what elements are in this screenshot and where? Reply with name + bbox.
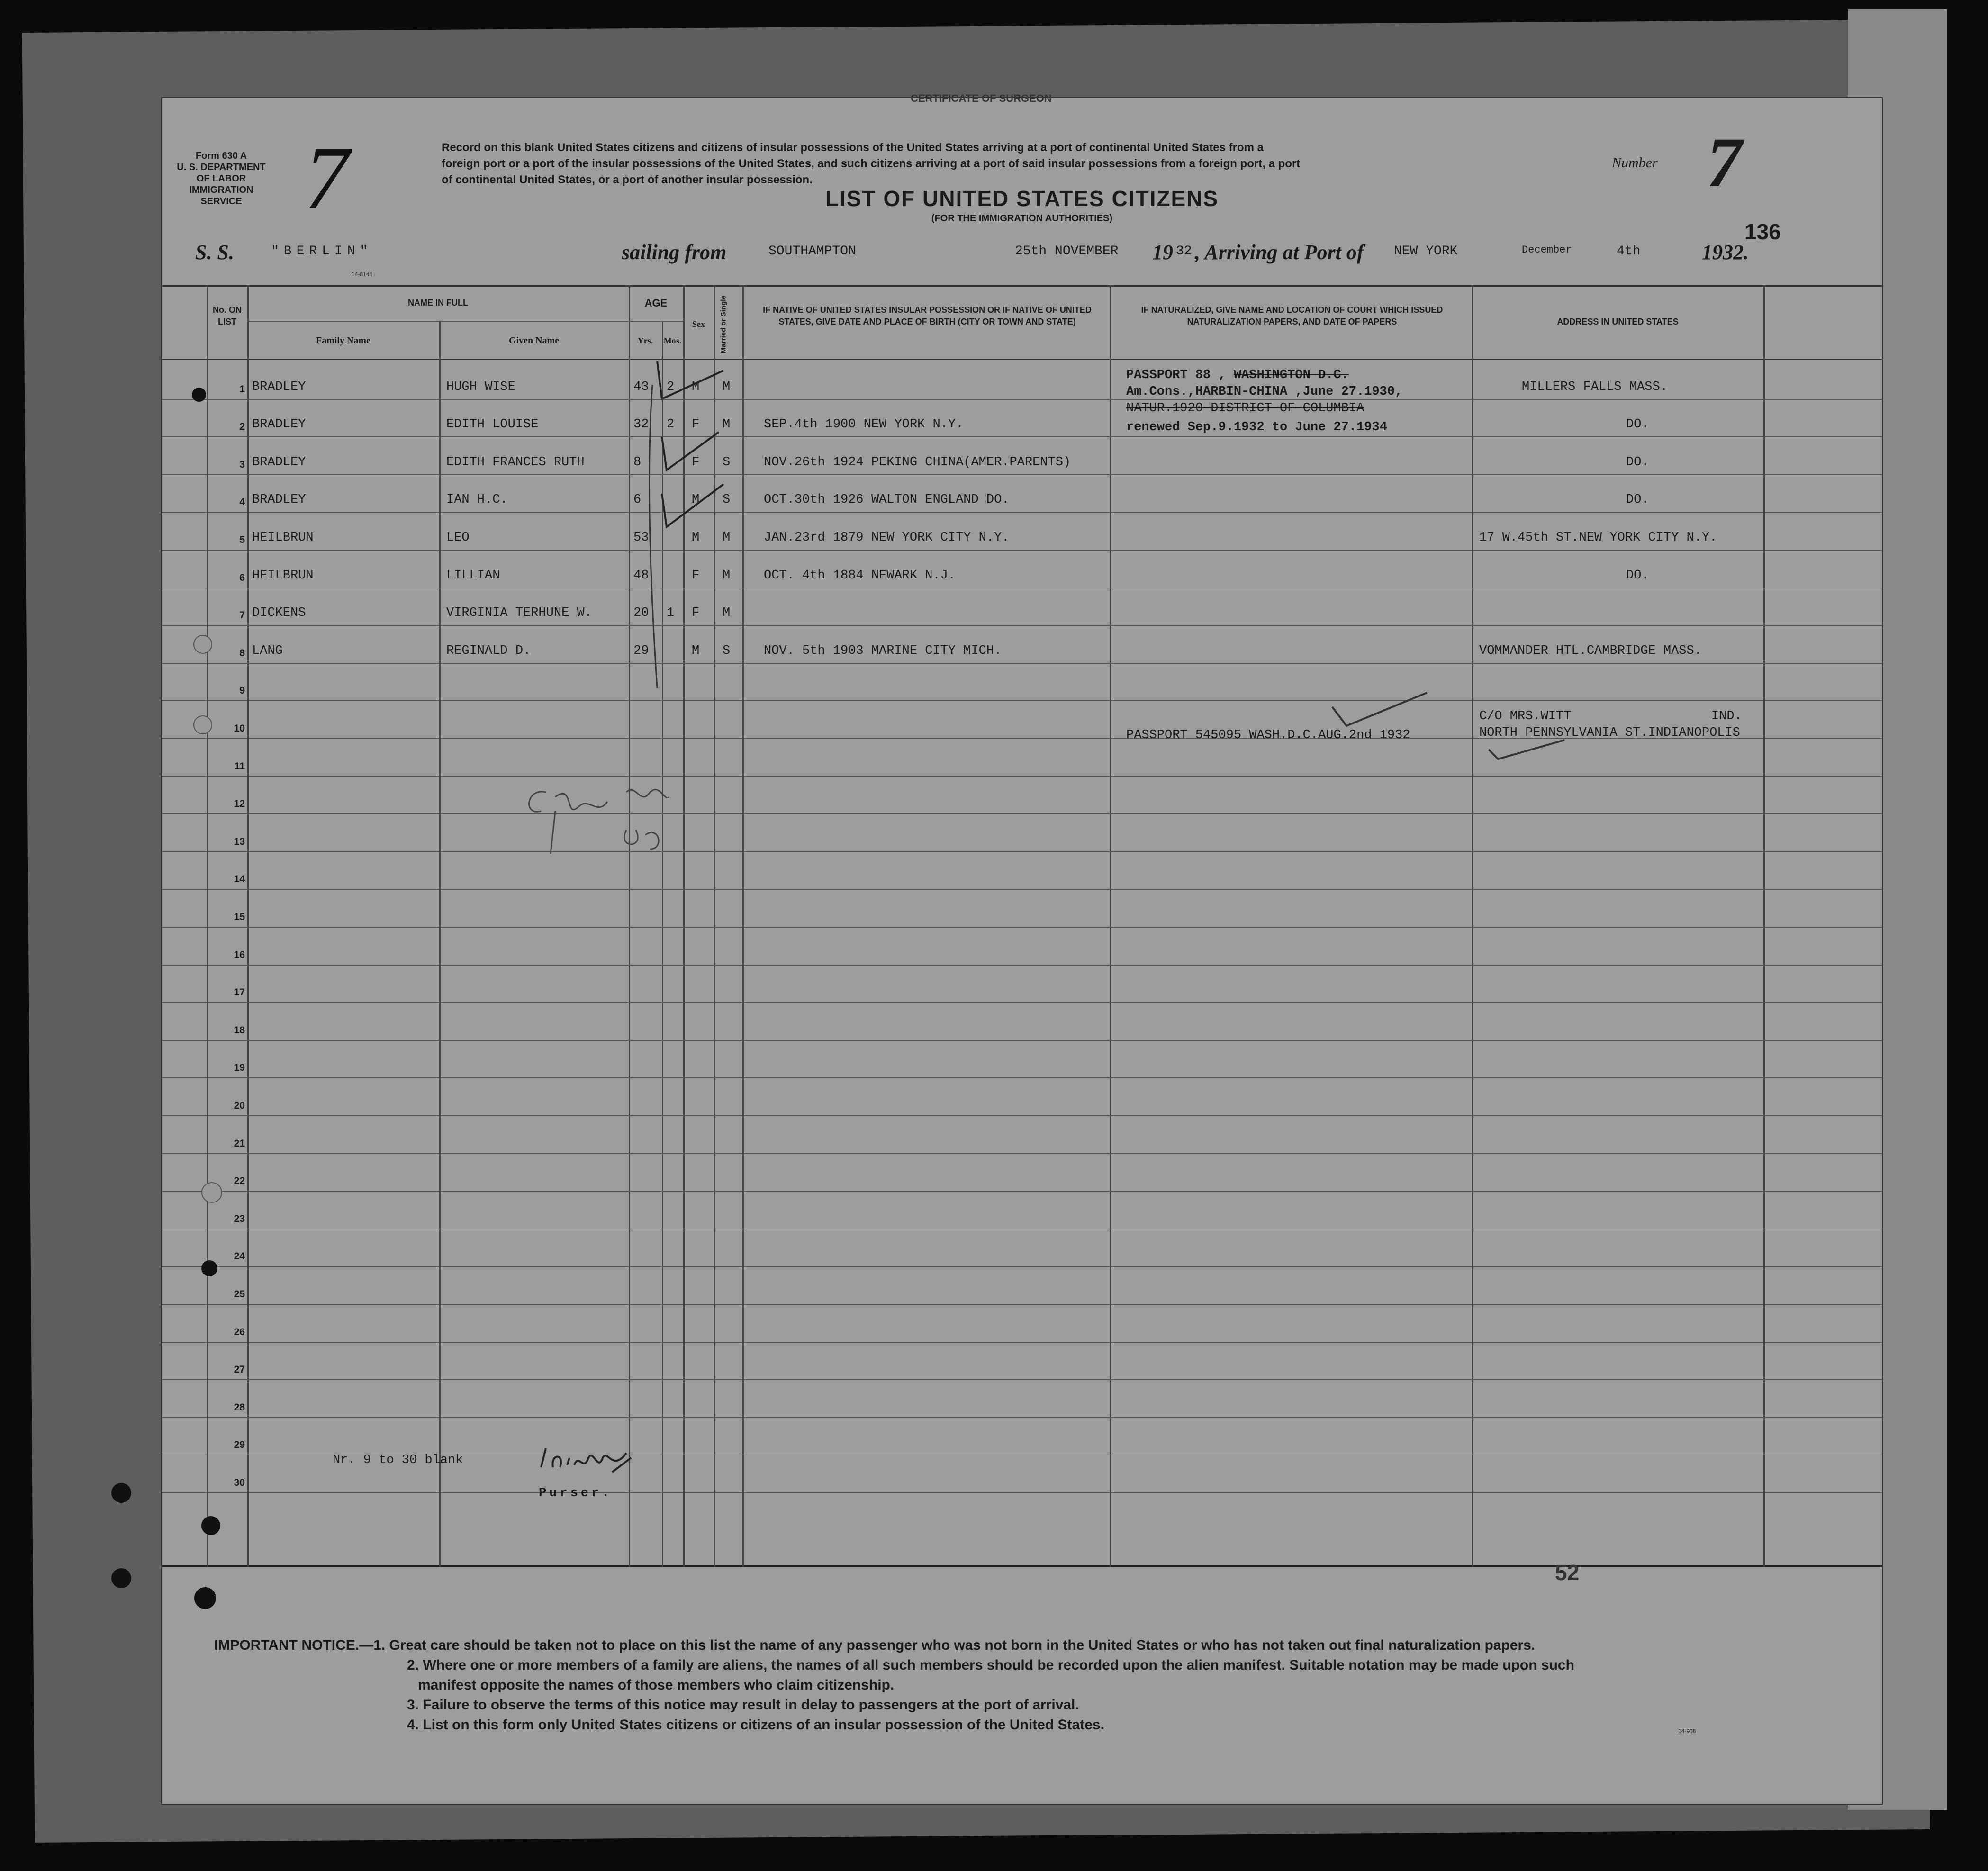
arrival-port: NEW YORK (1394, 244, 1458, 259)
row-rule (162, 436, 1882, 437)
family-name-cell: BRADLEY (252, 380, 306, 394)
nat-row7-passport: PASSPORT 545095 WASH.D.C.AUG.2nd 1932 (1126, 728, 1410, 742)
row-number: 4 (239, 497, 245, 507)
row-rule (162, 1342, 1882, 1343)
row-rule (162, 1266, 1882, 1267)
row-rule (162, 1417, 1882, 1418)
col-no: No. ON LIST (213, 305, 242, 326)
manifest-table (162, 285, 1882, 1585)
address-checkmark (1484, 735, 1569, 764)
handwritten-initials (517, 778, 674, 873)
purser-label: Purser. (539, 1486, 613, 1500)
checkmarks (629, 356, 742, 688)
arrival-day: 4th (1617, 244, 1641, 259)
given-name-cell: LILLIAN (446, 569, 500, 583)
row-number: 28 (234, 1402, 245, 1413)
row-number: 22 (234, 1175, 245, 1186)
notice-item-4: 4. List on this form only United States citizens or citizens of an insular possession of the United States. (407, 1717, 1104, 1733)
depart-year: 32 (1176, 244, 1192, 259)
row-rule (162, 1153, 1882, 1154)
given-name-cell: EDITH FRANCES RUTH (446, 455, 585, 470)
address-cell: DO. (1626, 417, 1649, 432)
row-number: 14 (234, 874, 245, 885)
age-months-cell: 1 (667, 606, 675, 620)
signature-icon (541, 1448, 631, 1472)
row-rule (162, 776, 1882, 777)
marital-status-cell: M (723, 380, 731, 394)
address-row7-line2: NORTH PENNSYLVANIA ST.INDIANOPOLIS (1479, 726, 1740, 740)
row-number: 27 (234, 1364, 245, 1375)
row-rule (162, 399, 1882, 400)
row-number: 10 (234, 723, 245, 734)
binder-hole-icon (111, 1483, 131, 1503)
family-name-cell: LANG (252, 644, 283, 658)
address-cell: DO. (1626, 569, 1649, 583)
family-name-cell: BRADLEY (252, 417, 306, 432)
family-name-cell: HEILBRUN (252, 569, 314, 583)
marital-status-cell: S (723, 455, 731, 470)
purser-signature (532, 1439, 641, 1491)
signature-scribble-icon (529, 792, 607, 812)
sex-cell: F (692, 417, 700, 432)
row-rule (162, 1077, 1882, 1078)
nat-row1-struck-natur: NATUR.1920 DISTRICT OF COLUMBIA (1126, 401, 1364, 416)
row-number: 26 (234, 1327, 245, 1338)
row-rule (162, 625, 1882, 626)
row-number: 7 (239, 610, 245, 621)
stamp-number: 52 (1555, 1560, 1580, 1585)
notice-heading: IMPORTANT NOTICE.— (214, 1637, 374, 1653)
family-name-cell: BRADLEY (252, 455, 306, 470)
sex-cell: F (692, 455, 700, 470)
top-stamp: CERTIFICATE OF SURGEON (911, 92, 1052, 104)
birth-cell: NOV. 5th 1903 MARINE CITY MICH. (764, 644, 1002, 658)
row-rule (162, 474, 1882, 475)
row-number: 17 (234, 987, 245, 998)
given-name-cell: REGINALD D. (446, 644, 531, 658)
sailing-from: SOUTHAMPTON (768, 244, 856, 259)
address-row7-line1: C/O MRS.WITT (1479, 709, 1572, 723)
department-name: U. S. DEPARTMENT OF LABOR (177, 162, 266, 184)
age-years-cell: 29 (633, 644, 649, 658)
row-number: 30 (234, 1477, 245, 1488)
given-name-cell: LEO (446, 531, 470, 545)
row-number: 21 (234, 1138, 245, 1149)
address-cell: MILLERS FALLS MASS. (1522, 380, 1668, 394)
age-years-cell: 6 (633, 493, 642, 507)
family-name-cell: BRADLEY (252, 493, 306, 507)
address-row7-state: IND. (1711, 709, 1742, 723)
page-subtitle: (FOR THE IMMIGRATION AUTHORITIES) (931, 213, 1113, 224)
address-cell: DO. (1626, 455, 1649, 470)
notice-code: 14-906 (1678, 1728, 1696, 1735)
marital-status-cell: M (723, 569, 731, 583)
row-number: 3 (239, 459, 245, 470)
family-name-cell: HEILBRUN (252, 531, 314, 545)
row-number: 11 (234, 761, 245, 772)
row-rule (162, 1002, 1882, 1003)
row-number: 12 (234, 798, 245, 809)
arriving-label: , Arriving at Port of (1195, 241, 1364, 264)
number-label: Number (1612, 155, 1658, 171)
given-name-cell: EDITH LOUISE (446, 417, 539, 432)
age-months-cell: 2 (667, 380, 675, 394)
checkmark-icon (662, 432, 719, 470)
row-number: 8 (239, 648, 245, 659)
address-cell: DO. (1626, 493, 1649, 507)
manifest-page (161, 92, 1883, 1805)
row-number: 29 (234, 1439, 245, 1450)
address-cell: 17 W.45th ST.NEW YORK CITY N.Y. (1479, 531, 1717, 545)
row-number: 6 (239, 572, 245, 583)
row-rule (162, 1492, 1882, 1493)
row-number: 24 (234, 1251, 245, 1262)
family-name-cell: DICKENS (252, 606, 306, 620)
binder-hole-icon (193, 635, 212, 654)
binder-hole-icon (193, 715, 212, 734)
row-rule (162, 512, 1882, 513)
binder-hole-icon (111, 1568, 131, 1588)
record-line-1: Record on this blank United States citizens and citizens of insular possessions of the United States arriving at a port of continental United States from a (442, 141, 1264, 154)
col-address: ADDRESS IN UNITED STATES (1557, 317, 1679, 326)
row-number: 15 (234, 912, 245, 922)
binder-hole-icon (201, 1516, 220, 1535)
nat-passport-number: PASSPORT 88 , (1126, 368, 1226, 382)
small-code-top: 14-8144 (352, 271, 373, 278)
given-name-cell: HUGH WISE (446, 380, 515, 394)
col-age: AGE (644, 297, 668, 309)
birth-cell: SEP.4th 1900 NEW YORK N.Y. (764, 417, 964, 432)
col-name-in-full: NAME IN FULL (408, 298, 468, 307)
row-rule (162, 1040, 1882, 1041)
notice-item-2a: 2. Where one or more members of a family are aliens, the names of all such members should be recorded upon the alien manifest. Suitable notation may be made upon such (407, 1657, 1574, 1673)
row-rule (162, 550, 1882, 551)
row-rule (162, 813, 1882, 814)
age-years-cell: 20 (633, 606, 649, 620)
notice-item-1: 1. Great care should be taken not to place on this list the name of any passenger who was not born in the United States or who has not taken out final naturalization papers. (373, 1637, 1536, 1653)
page-title: LIST OF UNITED STATES CITIZENS (825, 186, 1219, 211)
row-number: 16 (234, 949, 245, 960)
service-name: IMMIGRATION SERVICE (189, 185, 253, 207)
marital-status-cell: S (723, 644, 731, 658)
row-number: 23 (234, 1213, 245, 1224)
marital-status-cell: S (723, 493, 731, 507)
col-married-single: Married or Single (719, 295, 728, 353)
sex-cell: M (692, 531, 700, 545)
checkmark-icon (1489, 740, 1564, 759)
row-number: 2 (239, 421, 245, 432)
arrival-month: December (1522, 244, 1572, 256)
notice-item-2b: manifest opposite the names of those members who claim citizenship. (418, 1677, 895, 1693)
nat-row1-consul: Am.Cons.,HARBIN-CHINA ,June 27.1930, (1126, 385, 1403, 399)
row-rule (162, 1115, 1882, 1116)
row-number: 5 (239, 534, 245, 545)
row-rule (162, 663, 1882, 664)
binder-hole-icon (194, 1587, 216, 1609)
sailing-label: sailing from (622, 241, 727, 264)
record-line-2: foreign port or a port of the insular possessions of the United States, and such citizens arriving at a port of said insular possessions from a foreign port, a port (442, 157, 1301, 170)
nat-struck-washington: WASHINGTON D.C. (1233, 368, 1349, 382)
age-years-cell: 53 (633, 531, 649, 545)
checkmark-icon (662, 484, 723, 527)
marital-status-cell: M (723, 606, 731, 620)
given-name-cell: VIRGINIA TERHUNE W. (446, 606, 592, 620)
row-number: 19 (234, 1062, 245, 1073)
record-line-3: of continental United States, or a port of another insular possession. (442, 173, 813, 186)
important-notice (214, 1636, 1825, 1735)
row-rule (162, 1379, 1882, 1380)
row-number: 13 (234, 836, 245, 847)
binder-hole-icon (201, 1260, 217, 1276)
age-years-cell: 43 (633, 380, 649, 394)
notice-item-3: 3. Failure to observe the terms of this notice may result in delay to passengers at the port of arrival. (407, 1697, 1079, 1713)
row-number: 20 (234, 1100, 245, 1111)
ss-label: S. S. (195, 241, 234, 264)
number-field (1612, 123, 1742, 202)
row-rule (162, 700, 1882, 701)
checkmark-icon (1332, 693, 1427, 726)
bracket-mark-icon (649, 385, 657, 688)
sex-cell: M (692, 644, 700, 658)
birth-cell: OCT.30th 1926 WALTON ENGLAND DO. (764, 493, 1010, 507)
col-yrs: Yrs. (637, 336, 653, 345)
ship-name: "BERLIN" (271, 244, 373, 259)
given-name-cell: IAN H.C. (446, 493, 508, 507)
row-rule (162, 889, 1882, 890)
row-number: 18 (234, 1025, 245, 1036)
col-given-name: Given Name (508, 335, 560, 346)
sex-cell: M (692, 380, 700, 394)
row-rule (162, 1304, 1882, 1305)
binder-hole-icon (201, 1182, 222, 1203)
age-years-cell: 8 (633, 455, 642, 470)
address-cell: VOMMANDER HTL.CAMBRIDGE MASS. (1479, 644, 1702, 658)
col-birth: IF NATIVE OF UNITED STATES INSULAR POSSESSION OR IF NATIVE OF UNITED STATES, GIVE DATE AND PLACE OF BIRTH (CITY OR TOWN AND STATE) (763, 305, 1092, 326)
arrival-year: 1932. (1702, 241, 1749, 264)
blank-rows-note: Nr. 9 to 30 blank (333, 1453, 463, 1467)
depart-date: 25th NOVEMBER (1015, 244, 1119, 259)
birth-cell: NOV.26th 1924 PEKING CHINA(AMER.PARENTS) (764, 455, 1071, 470)
age-years-cell: 48 (633, 569, 649, 583)
marital-status-cell: M (723, 417, 731, 432)
marital-status-cell: M (723, 531, 731, 545)
number-value: 7 (1707, 123, 1742, 202)
row-rule (162, 927, 1882, 928)
col-mos: Mos. (663, 336, 682, 345)
row-number: 1 (239, 384, 245, 395)
row-rule (162, 965, 1882, 966)
voyage-line (195, 240, 1759, 269)
nat-row2-renewed: renewed Sep.9.1932 to June 27.1934 (1126, 420, 1387, 434)
age-years-cell: 32 (633, 417, 649, 432)
col-sex: Sex (692, 319, 705, 329)
age-months-cell: 2 (667, 417, 675, 432)
row-rule (162, 1191, 1882, 1192)
checkmark-icon (657, 361, 723, 399)
birth-cell: JAN.23rd 1879 NEW YORK CITY N.Y. (764, 531, 1010, 545)
sex-cell: F (692, 569, 700, 583)
record-instructions (442, 140, 1711, 188)
row-number: 25 (234, 1289, 245, 1300)
binder-hole-icon (192, 388, 206, 402)
sex-cell: M (692, 493, 700, 507)
handwritten-list-mark: 7 (304, 128, 349, 228)
year-prefix: 19 (1152, 241, 1173, 264)
birth-cell: OCT. 4th 1884 NEWARK N.J. (764, 569, 956, 583)
page-number: 136 (1744, 219, 1781, 244)
sex-cell: F (692, 606, 700, 620)
col-naturalized: IF NATURALIZED, GIVE NAME AND LOCATION OF COURT WHICH ISSUED NATURALIZATION PAPERS, AND DATE OF PAPERS (1141, 305, 1443, 326)
row-rule (162, 851, 1882, 852)
col-family-name: Family Name (316, 335, 370, 346)
nat-checkmark (1328, 688, 1432, 731)
nat-row1-passport (1126, 368, 1349, 382)
row-number: 9 (239, 685, 245, 696)
form-number: Form 630 A (195, 151, 247, 161)
